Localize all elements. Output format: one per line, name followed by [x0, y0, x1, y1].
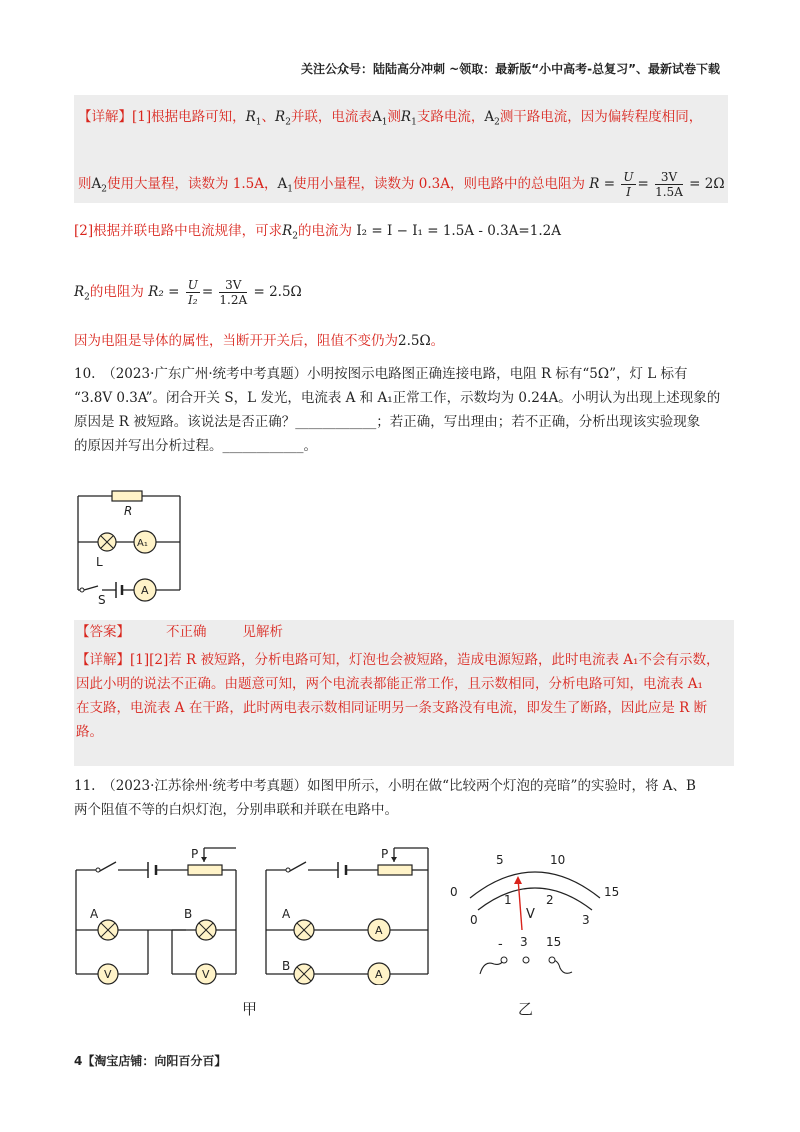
ammeter-2-label: A	[375, 968, 383, 981]
slider-label-series: P	[191, 847, 199, 861]
scale-bottom-3: 3	[582, 913, 590, 927]
voltmeter-1-label: V	[104, 968, 112, 981]
ammeter-1-label: A	[375, 924, 383, 937]
prev-detail-line-4: $R_2$的电阻为 R₂ = $\frac{U}{\text{I₂}}$ = $\frac{3V}{1.2A}$ = 2.5Ω	[74, 278, 302, 307]
resistor-label: R	[124, 504, 133, 518]
resistance-equation: R₂ = $\frac{U}{\text{I₂}}$ = $\frac{3V}{1.2A}$ = 2.5Ω	[148, 278, 302, 307]
prev-detail-line-2: 则$A_2$使用大量程，读数为 1.5A，$A_1$使用小量程，读数为 0.3A，则电路中的总电阻为 R = $\frac{U}{I}$ = $\frac{3V}{1.5A}$ = 2Ω	[78, 170, 725, 199]
switch-label: S	[98, 593, 106, 606]
switch-pivot	[80, 588, 84, 592]
meter-unit: V	[526, 907, 535, 922]
slider-label-parallel: P	[381, 847, 389, 861]
scale-bottom-1: 1	[504, 893, 512, 907]
meter-needle	[518, 878, 522, 930]
prev-detail-line-5: 因为电阻是导体的属性，当断开开关后，阻值不变仍为2.5Ω。	[74, 333, 445, 349]
figure-yi-voltmeter	[440, 848, 630, 998]
detail-tag: 【详解】	[78, 109, 132, 125]
scale-bottom-2: 2	[546, 893, 554, 907]
scale-top-0: 0	[450, 885, 458, 899]
terminal-3: 3	[520, 935, 528, 949]
switch-pivot-parallel	[286, 868, 290, 872]
current-equation: I₂ = I − I₁ = 1.5A - 0.3A=1.2A	[356, 223, 561, 239]
q10-detail: 【详解】[1][2]若 R 被短路，分析电路可知，灯泡也会被短路，造成电源短路，此时电流表 A₁不会有示数， 因此小明的说法不正确。由题意可知，两个电流表都能正常工作，且示数相同，分析电路可知，电流表 A₁ 在支路，电流表 A 在干路，此时两电表示数相同证明另一条支路没有电流，即发生了断路，因此应是 R 断 路。	[76, 652, 720, 740]
figure-jia-caption: 甲	[242, 1000, 258, 1018]
rheostat-parallel	[378, 865, 412, 875]
scale-top-5: 5	[496, 853, 504, 867]
lamp-b-label-series: B	[184, 907, 193, 921]
terminal-minus: -	[498, 937, 503, 952]
scale-top-15: 15	[604, 885, 620, 899]
question-10-circuit	[70, 484, 190, 606]
lamp-b-label-parallel: B	[282, 959, 291, 973]
prev-detail-line-3: [2]根据并联电路中电流规律，可求$R_2$的电流为 I₂ = I − I₁ = 1.5A - 0.3A=1.2A	[74, 223, 561, 242]
scale-top-10: 10	[550, 853, 566, 867]
resistor-r	[112, 491, 142, 501]
prev-detail-line-1: 【详解】[1]根据电路可知，$R_1$、$R_2$并联，电流表$A_1$测$R_1$支路电流，$A_2$测干路电流，因为偏转程度相同，	[78, 109, 703, 128]
ammeter-a1-label: A₁	[137, 538, 148, 549]
wire-right	[552, 960, 572, 973]
terminal-15: 15	[546, 935, 562, 949]
page-header: 关注公众号：陆陆高分冲刺 ~领取：最新版“小中高考-总复习”、最新试卷下载	[301, 62, 720, 76]
question-10-stem: 10. （2023·广东广州·统考中考真题）小明按图示电路图正确连接电路，电阻 R 标有“5Ω”，灯 L 标有 “3.8V 0.3A”。闭合开关 S，L 发光，电流表 A 和 A₁正常工作，示数均为 0.24A。小明认为出现上述现象的 原因是 R 被短路。该说法是否正确？____________；若正确，写出理由；若不正确，分析出现该实验现象 的原因并写出分析过程。____________。	[74, 366, 721, 454]
switch-pivot-series	[96, 868, 100, 872]
figure-yi-caption: 乙	[518, 1000, 534, 1018]
voltmeter-2-label: V	[202, 968, 210, 981]
question-11-stem: 11. （2023·江苏徐州·统考中考真题）如图甲所示，小明在做“比较两个灯泡的亮暗”的实验时，将 A、B 两个阻值不等的白炽灯泡，分别串联和并联在电路中。	[74, 778, 696, 818]
total-resistance-equation: R = $\frac{U}{I}$ = $\frac{3V}{1.5A}$ = 2Ω	[589, 170, 725, 199]
lamp-a-label-series: A	[90, 907, 99, 921]
page-footer: 4【淘宝店铺：向阳百分百】	[74, 1054, 227, 1068]
wire-left	[480, 958, 504, 974]
figure-jia-circuits	[68, 840, 448, 985]
rheostat-series	[188, 865, 222, 875]
q10-answer: 【答案】 不正确 见解析	[76, 624, 283, 640]
scale-bottom-0: 0	[470, 913, 478, 927]
lamp-a-label-parallel: A	[282, 907, 291, 921]
ammeter-a-label: A	[141, 584, 149, 597]
lamp-label: L	[96, 555, 103, 569]
